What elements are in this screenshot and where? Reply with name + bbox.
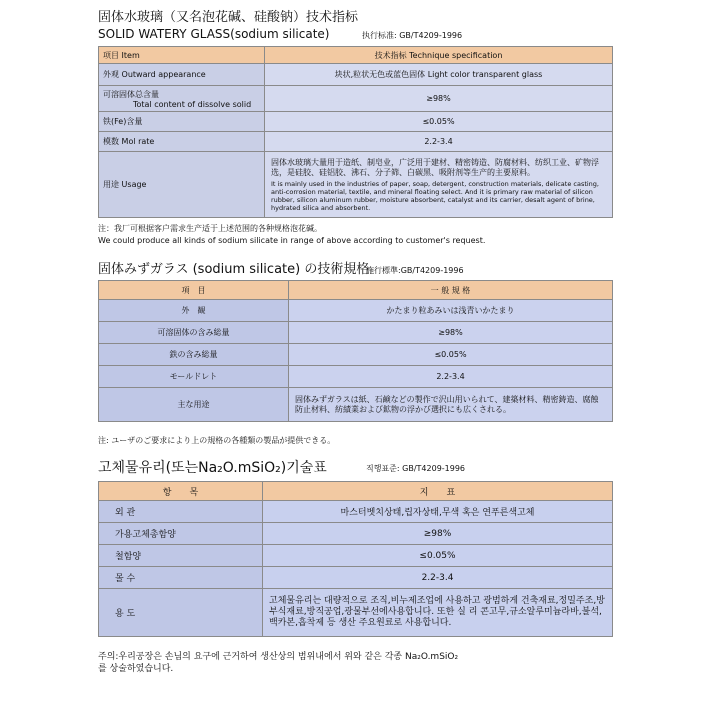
- row-item: 铁(Fe)含量: [99, 112, 265, 132]
- header-spec: 一 般 規 格: [289, 281, 613, 300]
- table-row: [99, 523, 613, 545]
- table-row: [99, 366, 613, 388]
- table-row: [99, 545, 613, 567]
- note-jp: 注: ユーザのご要求により上の規格の各種類の製品が提供できる。: [98, 436, 336, 445]
- row-value: かたまり粒あみいは浅青いかたまり: [289, 300, 613, 322]
- header-spec: 技术指标 Technique specification: [265, 47, 613, 64]
- table-row: [99, 152, 613, 218]
- row-value: 마스터벳치상태,립자상태,무색 혹은 연푸른색고체: [263, 501, 613, 523]
- row-item: 可溶固体の含み総量: [99, 322, 289, 344]
- table-row: [99, 344, 613, 366]
- row-value: ≤0.05%: [289, 344, 613, 366]
- table-header: [99, 482, 613, 501]
- row-item: 용 도: [99, 589, 263, 637]
- row-item: 外 観: [99, 300, 289, 322]
- table-row: [99, 322, 613, 344]
- header-spec: 지 표: [263, 482, 613, 501]
- row-item: 主な用途: [99, 388, 289, 422]
- table-row: [99, 567, 613, 589]
- row-value: 2.2-3.4: [263, 567, 613, 589]
- row-item: 철함양: [99, 545, 263, 567]
- row-item-en: Total content of dissolve solid: [133, 99, 252, 109]
- standard-jp: 施行標準:GB/T4209-1996: [366, 266, 464, 275]
- row-value: 고체물유리는 대량적으로 조직,비누제조업에 사용하고 광범하게 건축재료,정밀주조,방부식재료,방직공업,광물부선에사용합니다. 또한 실 리 콘고무,규소알루미늄라바,불석,백카본,흡착제 등 생산 주요원료로 사용합니다.: [263, 589, 613, 637]
- row-item: 外观 Outward appearance: [99, 64, 265, 86]
- table-header: [99, 47, 613, 64]
- note-cn: 注：我厂可根据客户需求生产适于上述范围的各种规格泡花碱。: [98, 224, 322, 233]
- table-row: [99, 132, 613, 152]
- table-row: [99, 112, 613, 132]
- title-kr: 고체물유리(또는Na₂O.mSiO₂)기술표: [98, 460, 327, 476]
- spec-table-jp: [98, 280, 613, 422]
- row-value: ≥98%: [265, 86, 613, 112]
- table-header: [99, 281, 613, 300]
- row-value: ≤0.05%: [263, 545, 613, 567]
- note-kr-line1: 주의:우리공장은 손님의 요구에 근거하여 생산상의 범위내에서 위와 같은 각종 Na₂O.mSiO₂: [98, 652, 459, 662]
- spec-table-cn: [98, 46, 613, 218]
- table-row: [99, 388, 613, 422]
- spec-table-kr: [98, 481, 613, 637]
- row-item: 模数 Mol rate: [99, 132, 265, 152]
- title-cn: 固体水玻璃（又名泡花碱、硅酸钠）技术指标: [98, 10, 359, 25]
- row-value: 2.2-3.4: [265, 132, 613, 152]
- row-item: 몰 수: [99, 567, 263, 589]
- row-value: ≥98%: [289, 322, 613, 344]
- row-item: 鉄の含み総量: [99, 344, 289, 366]
- row-value: ≤0.05%: [265, 112, 613, 132]
- table-row: [99, 86, 613, 112]
- standard-cn: 执行标准: GB/T4209-1996: [362, 31, 463, 40]
- usage-cn: 固体水玻璃大量用于造纸、制皂业，广泛用于建材、精密铸造、防腐材料、纺织工业、矿物浮选，是硅胶、硅铝胶、沸石、分子筛、白碳黑、吸附剂等生产的主要原料。: [271, 157, 599, 177]
- row-value: ≥98%: [263, 523, 613, 545]
- standard-kr: 직행표준: GB/T4209-1996: [366, 464, 466, 473]
- row-value: 固体みずガラスは紙、石鹸などの製作で沢山用いられて、建築材料、精密鋳造、腐蝕防止材料、紡績業および鉱物の浮かび選択にも広くされる。: [289, 388, 613, 422]
- row-item: モールドレト: [99, 366, 289, 388]
- title-jp: 固体みずガラス (sodium silicate) の技術規格: [98, 262, 370, 277]
- row-item: 가용고체총함양: [99, 523, 263, 545]
- header-item: 항 목: [99, 482, 263, 501]
- table-row: [99, 64, 613, 86]
- row-value: [265, 152, 613, 218]
- usage-en: It is mainly used in the industries of paper, soap, detergent, construction materials, delicate casting, anti-corrosion material, textile, and mineral floating select. And it is primary raw material of silicon rubber, silicon aluminum rubber, moisture absorbent, catalyst and its carrier, desalt agent of brine, hydrated silica and absorbent.: [271, 179, 599, 212]
- table-row: [99, 300, 613, 322]
- row-value: 块状,粒状无色或蓝色固体 Light color transparent glass: [265, 64, 613, 86]
- row-item: [99, 86, 265, 112]
- table-row: [99, 501, 613, 523]
- table-row: [99, 589, 613, 637]
- row-value: 2.2-3.4: [289, 366, 613, 388]
- header-item: 項 目: [99, 281, 289, 300]
- title-en: SOLID WATERY GLASS(sodium silicate): [98, 27, 330, 41]
- row-item-cn: 可溶固体总含量: [103, 89, 159, 99]
- row-item: 외 관: [99, 501, 263, 523]
- note-kr-line2: 를 상술하였습니다.: [98, 664, 174, 674]
- header-item: 项目 Item: [99, 47, 265, 64]
- note-en: We could produce all kinds of sodium silicate in range of above according to customer's request.: [98, 236, 486, 245]
- row-item: 用途 Usage: [99, 152, 265, 218]
